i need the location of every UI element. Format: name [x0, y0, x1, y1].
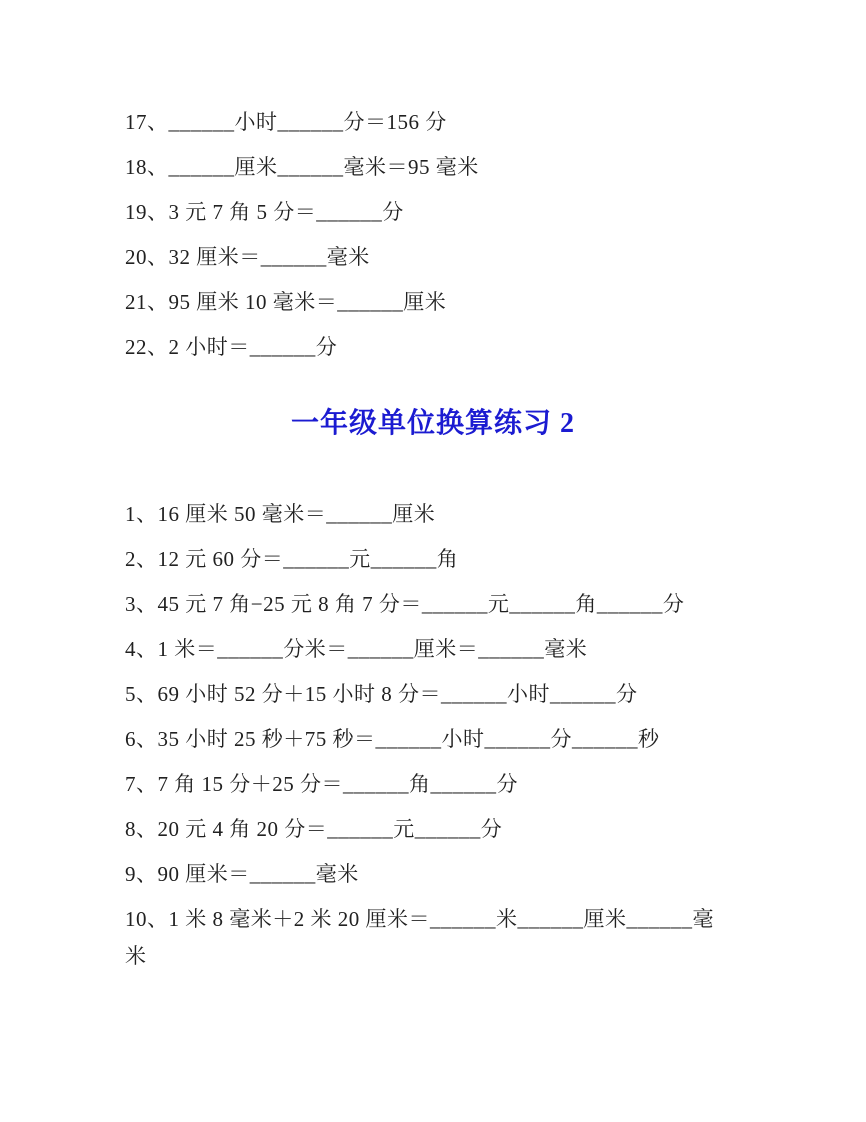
exercise-line-1: 1、16 厘米 50 毫米＝______厘米	[125, 502, 436, 526]
exercise-line-20: 20、32 厘米＝______毫米	[125, 245, 370, 269]
exercise-line-18: 18、______厘米______毫米＝95 毫米	[125, 155, 479, 179]
exercise-line-3: 3、45 元 7 角−25 元 8 角 7 分＝______元______角______分	[125, 592, 685, 616]
exercise-line-10: 10、1 米 8 毫米＋2 米 20 厘米＝______米______厘米______毫	[125, 907, 714, 931]
exercise-line-2: 2、12 元 60 分＝______元______角	[125, 547, 459, 571]
exercise-line-21: 21、95 厘米 10 毫米＝______厘米	[125, 290, 447, 314]
exercise-line-9: 9、90 厘米＝______毫米	[125, 862, 359, 886]
section-2-title: 一年级单位换算练习 2	[290, 408, 575, 439]
exercise-section-2	[0, 496, 866, 975]
exercise-line-4: 4、1 米＝______分米＝______厘米＝______毫米	[125, 637, 588, 661]
exercise-line-10-wrap: 米	[125, 944, 147, 968]
exercise-line-17: 17、______小时______分＝156 分	[125, 110, 447, 134]
exercise-line-22: 22、2 小时＝______分	[125, 335, 338, 359]
exercise-line-6: 6、35 小时 25 秒＋75 秒＝______小时______分______秒	[125, 727, 660, 751]
exercise-line-19: 19、3 元 7 角 5 分＝______分	[125, 200, 404, 224]
exercise-line-5: 5、69 小时 52 分＋15 小时 8 分＝______小时______分	[125, 682, 638, 706]
exercise-line-7: 7、7 角 15 分＋25 分＝______角______分	[125, 772, 518, 796]
exercise-line-8: 8、20 元 4 角 20 分＝______元______分	[125, 817, 503, 841]
exercise-section-1	[0, 104, 866, 366]
